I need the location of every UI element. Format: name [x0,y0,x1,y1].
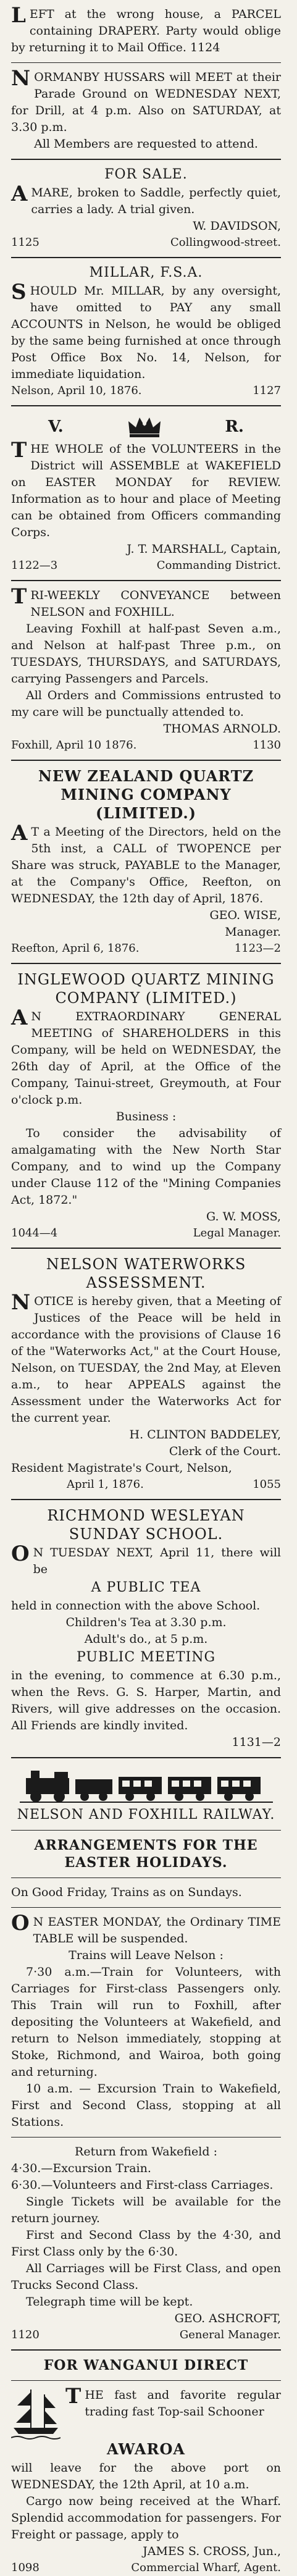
divider [11,1907,281,1908]
ad-text: HE fast and favorite regular trading fast Top-sail Schooner [85,2388,281,2419]
ad-meta [11,558,281,574]
ad-paragraph: Telegraph time will be kept. [26,2295,193,2309]
ad-signature: W. DAVIDSON, [193,219,281,233]
ad-meta [11,235,281,251]
ad-number: 1044—4 [11,1227,58,1240]
ad-subheading: ARRANGEMENTS FOR THE EASTER HOLIDAYS. [34,1837,258,1871]
ad-number: 1130 [253,739,281,752]
ad-waterworks [11,1255,281,1493]
ad-nz-quartz [11,767,281,957]
ad-role: General Manager. [179,2328,281,2341]
divider [11,1877,281,1878]
ad-line: 4·30.—Excursion Train. [11,2162,151,2175]
ad-body [11,438,281,541]
ad-millar [11,264,281,399]
ad-paragraph: Single Tickets will be available for the return journey. [11,2195,281,2225]
divider [11,62,281,63]
ad-text: MARE, broken to Saddle, perfectly quiet, carries a lady. A trial given. [31,186,281,216]
divider [11,257,281,258]
ad-line: Return from Wakefield : [75,2145,217,2159]
ad-subheading: PUBLIC MEETING [76,1650,216,1665]
ad-signature: J. T. MARSHALL, Captain, [127,542,281,556]
ad-body [11,182,281,218]
ad-heading: INGLEWOOD QUARTZ MINING COMPANY (LIMITED.) [17,971,275,1007]
drop-cap: O [11,1911,30,1936]
ad-heading: FOR WANGANUI DIRECT [43,2357,249,2373]
ad-signature: GEO. ASHCROFT, [174,2312,281,2325]
ad-hussars [11,66,281,153]
ad-wanganui [11,2357,281,2576]
ad-date: Nelson, April 10, 1876. [11,384,142,397]
divider [11,1757,281,1758]
ad-heading: NELSON WATERWORKS ASSESSMENT. [46,1256,246,1291]
divider [11,1248,281,1249]
ad-text: ORMANBY HUSSARS will MEET at their Parade Ground on WEDNESDAY NEXT, for Drill, at 4 p.m. Also on SATURDAY, at 3.30 p.m. [11,70,281,134]
ad-date: Foxhill, April 10 1876. [11,739,137,752]
ad-signature: H. CLINTON BADDELEY, [129,1428,281,1441]
ad-paragraph: 10 a.m. — Excursion Train to Wakefield, First and Second Class, stopping at all Stations. [11,2082,281,2129]
ad-body [11,280,281,383]
ad-text: N EXTRAORDINARY GENERAL MEETING of SHAREHOLDERS in this Company, will be held on WEDNESDAY, the 26th day of April, at the Office of the Company, Tainui-street, Greymouth, at Four o'clock p.m. [11,1010,281,1107]
train-icon [14,1764,279,1804]
ad-body [11,1290,281,1427]
divider [11,2349,281,2351]
ad-line: Adult's do., at 5 p.m. [84,1632,208,1646]
ad-paragraph: Cargo now being received at the Wharf. Splendid accommodation for passengers. For Freight or passage, apply to [11,2494,281,2541]
ship-icon [11,2387,61,2440]
ad-text: EFT at the wrong house, a PARCEL containing DRAPERY. Party would oblige by returning it to Mail Office. [11,7,281,54]
drop-cap: T [11,438,27,463]
ad-line: On Good Friday, Trains as on Sundays. [11,1886,242,1899]
divider [11,405,281,406]
crown-icon [126,415,163,438]
ad-heading: MILLAR, F.S.A. [89,265,203,280]
ad-body [11,584,281,621]
ad-lost-parcel [11,3,281,56]
ad-heading: NELSON AND FOXHILL RAILWAY. [17,1807,275,1823]
ad-for-sale [11,166,281,251]
ad-text: HOULD Mr. MILLAR, by any oversight, have omitted to PAY any small ACCOUNTS in Nelson, he would be obliged by the same being furnished at once through Post Office Box No. 14, Nelson, for immediate liquidation. [11,284,281,381]
ad-line: Children's Tea at 3.30 p.m. [65,1616,227,1629]
divider [11,760,281,761]
ad-paragraph: 7·30 a.m.—Train for Volunteers, with Carriages for First-class Passengers only. This Train will run to Foxhill, after depositing the Volunteers at Wakefield, and return to Nelson immediately, stopping at Stoke, Richmond, and Wairoa, both going and returning. [11,1965,281,2079]
ad-line: Trains will Leave Nelson : [69,1949,224,1962]
ad-note: All Members are requested to attend. [34,137,258,151]
drop-cap: A [11,1005,28,1030]
ad-paragraph: First and Second Class by the 4·30, and First Class only by the 6·30. [11,2228,281,2259]
ad-subheading: Business : [115,1110,177,1123]
ad-meta [11,1225,281,1241]
ad-date: Reefton, April 6, 1876. [11,942,140,955]
ad-role: Commercial Wharf, Agent. [131,2561,281,2574]
ad-line: 6·30.—Volunteers and First-class Carriages. [11,2178,274,2192]
ad-meta [11,2327,281,2343]
drop-cap: N [11,1290,31,1315]
ad-role: Legal Manager. [193,1227,281,1240]
ad-text: T a Meeting of the Directors, held on the 5th inst, a CALL of TWOPENCE per Share was struck, PAYABLE to the Manager, at the Company's Office, Reefton, on WEDNESDAY, the 12th day of April, 1876. [11,825,281,905]
ad-signature: GEO. WISE, [209,908,281,922]
ad-number: 1125 [11,236,40,249]
ad-paragraph: Leaving Foxhill at half-past Seven a.m., and Nelson at half-past Three p.m., on TUESDAYS, THURSDAYS, and SATURDAYS, carrying Passengers and Parcels. [11,622,281,686]
divider [11,159,281,160]
ad-subheading: A PUBLIC TEA [91,1580,201,1595]
ad-number: 1127 [253,384,281,397]
ship-name: AWAROA [107,2440,185,2458]
divider [11,2380,281,2381]
ad-signature: G. W. MOSS, [206,1210,281,1223]
ad-number: 1055 [253,1478,281,1491]
ad-body [11,1542,281,1578]
ad-role: Clerk of the Court. [169,1445,281,1458]
ad-paragraph: in the evening, to commence at 6.30 p.m., when the Revs. G. S. Harper, Martin, and Rivers, will give addresses on the occasion. All Friends are kindly invited. [11,1669,281,1732]
ad-signature: JAMES S. CROSS, Jun., [143,2545,281,2558]
ad-meta [11,2560,281,2576]
ad-body [11,821,281,907]
royal-crest [11,413,281,441]
drop-cap: T [11,584,27,609]
ad-signature: THOMAS ARNOLD. [163,722,281,736]
ad-volunteers [11,413,281,574]
ad-text: RI-WEEKLY CONVEYANCE between NELSON and FOXHILL. [30,589,281,619]
divider [11,2137,281,2138]
ad-meta [11,1477,281,1493]
drop-cap: O [11,1542,30,1566]
ad-number: 1124 [190,41,220,54]
ad-text: N EASTER MONDAY, the Ordinary TIME TABLE will be suspended. [33,1915,281,1945]
ad-meta [11,383,281,399]
ad-number: 1120 [11,2328,40,2341]
divider [11,580,281,581]
ad-heading: NEW ZEALAND QUARTZ MINING COMPANY (LIMITED.) [38,767,254,822]
ad-body [11,1005,281,1109]
ad-office: Resident Magistrate's Court, Nelson, [11,1461,232,1475]
ad-body [11,3,281,56]
ad-heading: FOR SALE. [104,167,188,182]
crest-letter-v: V. [48,417,64,436]
ad-text: N TUESDAY NEXT, April 11, there will be [33,1546,281,1576]
ad-conveyance [11,584,281,753]
drop-cap: T [65,2384,82,2409]
ad-address: Collingwood-street. [170,236,281,249]
ad-date: April 1, 1876. [67,1478,144,1491]
ad-number: 1098 [11,2561,40,2574]
drop-cap: L [11,3,26,28]
ad-text: OTICE is hereby given, that a Meeting of Justices of the Peace will be held in accordance with the provisions of Clause 16 of the "Waterworks Act," at the Court House, Nelson, on TUESDAY, the 2nd May, at Eleven a.m., to hear APPEALS against the Assessment under the Waterworks Act for the current year. [11,1294,281,1425]
ad-railway [11,1764,281,2343]
ad-body [11,1911,281,1947]
ad-number: 1131—2 [232,1735,281,1749]
divider [11,963,281,964]
ad-role: Commanding District. [156,559,281,572]
ad-meta [11,737,281,753]
drop-cap: A [11,182,28,206]
ad-paragraph: All Carriages will be First Class, and open Trucks Second Class. [11,2262,281,2292]
ad-richmond [11,1506,281,1751]
crest-letter-r: R. [225,417,244,436]
divider [11,1499,281,1500]
ad-meta [11,941,281,957]
ad-number: 1122—3 [11,559,58,572]
ad-body [11,66,281,136]
ad-paragraph: will leave for the above port on WEDNESDAY, the 12th April, at 10 a.m. [11,2461,281,2491]
drop-cap: S [11,280,27,304]
drop-cap: N [11,66,31,91]
ad-text: HE WHOLE of the VOLUNTEERS in the District will ASSEMBLE at WAKEFIELD on EASTER MONDAY for REVIEW. Information as to hour and place of Meeting can be obtained from Officers commanding Corps. [11,442,281,539]
divider [11,1830,281,1831]
ad-role: Manager. [225,925,281,939]
ad-paragraph: All Orders and Commissions entrusted to my care will be punctually attended to. [11,689,281,719]
ad-inglewood [11,970,281,1241]
drop-cap: A [11,821,28,845]
ad-number: 1123—2 [234,942,281,955]
ad-paragraph: held in connection with the above School. [11,1599,261,1613]
ad-paragraph: To consider the advisability of amalgamating with the New North Star Company, and to wind up the Company under Clause 112 of the "Mining Companies Act, 1872." [11,1126,281,1207]
ad-heading: RICHMOND WESLEYAN SUNDAY SCHOOL. [47,1507,245,1543]
